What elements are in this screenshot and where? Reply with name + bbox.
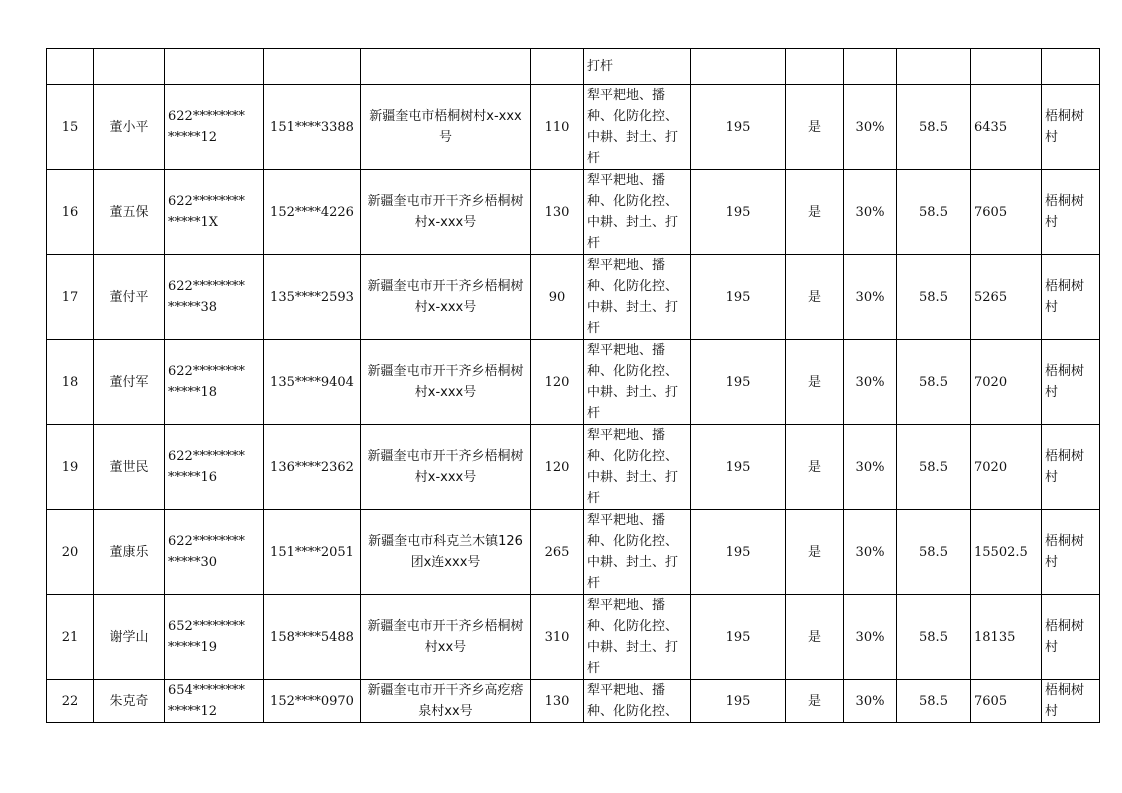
cell-seq: 18 <box>47 340 94 425</box>
cell-work-items <box>584 85 691 170</box>
bank-account-line-1: 652******** <box>168 619 245 634</box>
cell-price: 195 <box>691 170 786 255</box>
cell-area: 120 <box>531 425 584 510</box>
cell-name: 朱克奇 <box>94 680 165 723</box>
cell-name: 董世民 <box>94 425 165 510</box>
cell-percent: 30% <box>844 255 897 340</box>
cell-flag: 是 <box>786 425 844 510</box>
cell-flag: 是 <box>786 170 844 255</box>
cell-subsidy: 58.5 <box>897 510 971 595</box>
table-row <box>47 425 1100 510</box>
cell-flag: 是 <box>786 340 844 425</box>
cell-percent: 30% <box>844 340 897 425</box>
cell-subsidy: 58.5 <box>897 340 971 425</box>
cell-work-items <box>584 170 691 255</box>
cell-work-items <box>584 340 691 425</box>
cell-flag: 是 <box>786 85 844 170</box>
cell-name: 董付军 <box>94 340 165 425</box>
cell-address: 新疆奎屯市科克兰木镇126团x连xxx号 <box>361 510 531 595</box>
cell-work-items <box>584 680 691 723</box>
cell-village: 梧桐树村 <box>1042 595 1100 680</box>
table-row <box>47 510 1100 595</box>
cell-subsidy: 58.5 <box>897 595 971 680</box>
cell-subsidy: 58.5 <box>897 425 971 510</box>
cell-name: 董康乐 <box>94 510 165 595</box>
cell-address: 新疆奎屯市梧桐树村x-xxx号 <box>361 85 531 170</box>
work-items-text: 犁平耙地、播种、化防化控、中耕、封土、打杆 <box>587 428 679 506</box>
cell-total <box>971 49 1042 85</box>
bank-account-line-1: 622******** <box>168 194 245 209</box>
cell-area: 130 <box>531 170 584 255</box>
cell-price: 195 <box>691 510 786 595</box>
bank-account-line-1: 622******** <box>168 364 245 379</box>
cell-work-items <box>584 510 691 595</box>
cell-percent: 30% <box>844 680 897 723</box>
cell-total: 7605 <box>971 170 1042 255</box>
cell-area: 110 <box>531 85 584 170</box>
cell-price: 195 <box>691 85 786 170</box>
subsidy-register-table <box>46 48 1100 723</box>
cell-name: 董五保 <box>94 170 165 255</box>
cell-flag: 是 <box>786 255 844 340</box>
cell-bank-account <box>165 510 264 595</box>
cell-address <box>361 49 531 85</box>
table-row <box>47 255 1100 340</box>
work-items-text: 犁平耙地、播种、化防化控、中耕、封土、打杆 <box>587 343 679 421</box>
cell-seq: 21 <box>47 595 94 680</box>
cell-address: 新疆奎屯市开干齐乡梧桐树村x-xxx号 <box>361 340 531 425</box>
cell-total: 6435 <box>971 85 1042 170</box>
cell-total: 7605 <box>971 680 1042 723</box>
cell-phone: 135****2593 <box>264 255 361 340</box>
cell-name <box>94 49 165 85</box>
cell-area: 120 <box>531 340 584 425</box>
cell-bank-account <box>165 85 264 170</box>
cell-work-items: 打杆 <box>584 49 691 85</box>
bank-account-line-1: 622******** <box>168 449 245 464</box>
cell-village: 梧桐树村 <box>1042 85 1100 170</box>
cell-area: 310 <box>531 595 584 680</box>
bank-account-line-1: 622******** <box>168 109 245 124</box>
cell-price: 195 <box>691 255 786 340</box>
cell-flag: 是 <box>786 595 844 680</box>
table-row <box>47 170 1100 255</box>
cell-subsidy: 58.5 <box>897 255 971 340</box>
cell-phone: 151****2051 <box>264 510 361 595</box>
bank-account-line-2: *****19 <box>168 640 218 655</box>
bank-account-line-1: 622******** <box>168 279 245 294</box>
cell-seq: 22 <box>47 680 94 723</box>
bank-account-line-2: *****18 <box>168 385 218 400</box>
bank-account-line-2: *****30 <box>168 555 218 570</box>
bank-account-line-2: *****12 <box>168 704 218 719</box>
cell-subsidy <box>897 49 971 85</box>
cell-seq: 17 <box>47 255 94 340</box>
table-row <box>47 680 1100 723</box>
cell-name: 董小平 <box>94 85 165 170</box>
cell-flag: 是 <box>786 510 844 595</box>
cell-seq: 16 <box>47 170 94 255</box>
cell-address: 新疆奎屯市开干齐乡梧桐树村x-xxx号 <box>361 170 531 255</box>
cell-bank-account <box>165 425 264 510</box>
work-items-text: 犁平耙地、播种、化防化控、中耕、封土、打杆 <box>587 88 679 166</box>
bank-account-line-2: *****12 <box>168 130 218 145</box>
cell-seq: 20 <box>47 510 94 595</box>
cell-price: 195 <box>691 340 786 425</box>
bank-account-line-1: 654******** <box>168 683 245 698</box>
cell-total: 7020 <box>971 340 1042 425</box>
cell-price: 195 <box>691 425 786 510</box>
cell-work-items <box>584 425 691 510</box>
cell-name: 董付平 <box>94 255 165 340</box>
cell-phone: 158****5488 <box>264 595 361 680</box>
cell-total: 5265 <box>971 255 1042 340</box>
cell-work-items <box>584 255 691 340</box>
cell-percent: 30% <box>844 85 897 170</box>
cell-bank-account <box>165 255 264 340</box>
cell-phone <box>264 49 361 85</box>
cell-phone: 152****0970 <box>264 680 361 723</box>
cell-address: 新疆奎屯市开干齐乡高疙瘩泉村xx号 <box>361 680 531 723</box>
cell-phone: 152****4226 <box>264 170 361 255</box>
cell-name: 谢学山 <box>94 595 165 680</box>
cell-bank-account <box>165 49 264 85</box>
cell-total: 15502.5 <box>971 510 1042 595</box>
cell-seq: 15 <box>47 85 94 170</box>
cell-phone: 136****2362 <box>264 425 361 510</box>
cell-percent: 30% <box>844 595 897 680</box>
cell-area: 90 <box>531 255 584 340</box>
work-items-text: 犁平耙地、播种、化防化控、中耕、封土、打杆 <box>587 598 679 676</box>
cell-percent: 30% <box>844 170 897 255</box>
cell-price: 195 <box>691 595 786 680</box>
cell-subsidy: 58.5 <box>897 170 971 255</box>
cell-flag: 是 <box>786 680 844 723</box>
work-items-text: 犁平耙地、播种、化防化控、中耕、封土、打杆 <box>587 173 679 251</box>
cell-village: 梧桐树村 <box>1042 170 1100 255</box>
bank-account-line-1: 622******** <box>168 534 245 549</box>
cell-subsidy: 58.5 <box>897 85 971 170</box>
cell-total: 7020 <box>971 425 1042 510</box>
table-row <box>47 595 1100 680</box>
cell-village: 梧桐树村 <box>1042 510 1100 595</box>
bank-account-line-2: *****38 <box>168 300 218 315</box>
cell-phone: 151****3388 <box>264 85 361 170</box>
cell-village <box>1042 49 1100 85</box>
cell-percent: 30% <box>844 425 897 510</box>
cell-bank-account <box>165 680 264 723</box>
work-items-text: 犁平耙地、播种、化防化控、中耕、封土、打杆 <box>587 513 679 591</box>
cell-total: 18135 <box>971 595 1042 680</box>
bank-account-line-2: *****16 <box>168 470 218 485</box>
cell-address: 新疆奎屯市开干齐乡梧桐树村xx号 <box>361 595 531 680</box>
cell-work-items <box>584 595 691 680</box>
cell-subsidy: 58.5 <box>897 680 971 723</box>
cell-address: 新疆奎屯市开干齐乡梧桐树村x-xxx号 <box>361 255 531 340</box>
cell-bank-account <box>165 340 264 425</box>
cell-bank-account <box>165 170 264 255</box>
cell-price <box>691 49 786 85</box>
cell-flag <box>786 49 844 85</box>
table-row-continuation <box>47 49 1100 85</box>
cell-percent: 30% <box>844 510 897 595</box>
cell-village: 梧桐树村 <box>1042 340 1100 425</box>
cell-price: 195 <box>691 680 786 723</box>
cell-address: 新疆奎屯市开干齐乡梧桐树村x-xxx号 <box>361 425 531 510</box>
cell-village: 梧桐树村 <box>1042 425 1100 510</box>
bank-account-line-2: *****1X <box>168 215 219 230</box>
cell-percent <box>844 49 897 85</box>
cell-area: 265 <box>531 510 584 595</box>
cell-phone: 135****9404 <box>264 340 361 425</box>
cell-seq: 19 <box>47 425 94 510</box>
table-row <box>47 85 1100 170</box>
cell-bank-account <box>165 595 264 680</box>
cell-village: 梧桐树村 <box>1042 680 1100 723</box>
cell-seq <box>47 49 94 85</box>
work-items-text: 犁平耙地、播种、化防化控、中耕、封土、打杆 <box>587 258 679 336</box>
work-items-text: 犁平耙地、播种、化防化控、 <box>587 683 679 719</box>
cell-village: 梧桐树村 <box>1042 255 1100 340</box>
table-row <box>47 340 1100 425</box>
cell-area: 130 <box>531 680 584 723</box>
cell-area <box>531 49 584 85</box>
